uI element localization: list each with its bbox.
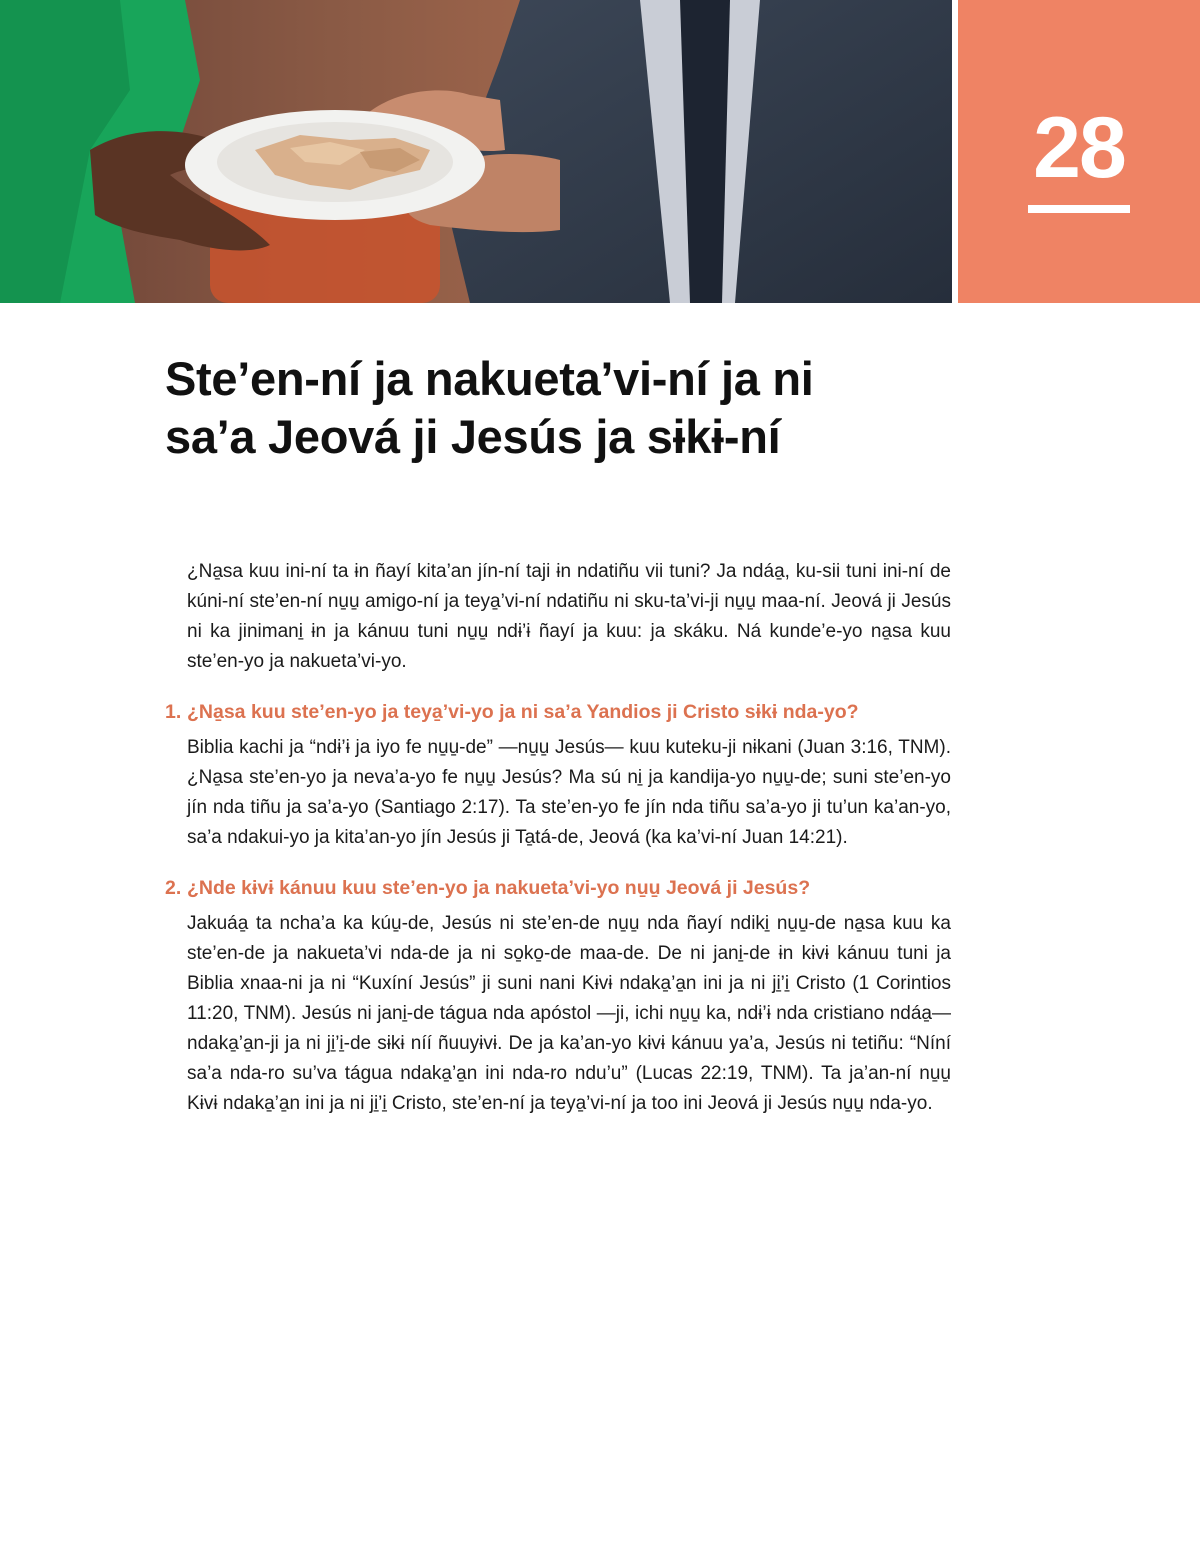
lesson-number: 28 xyxy=(1033,100,1125,196)
header-photo xyxy=(0,0,952,303)
question-2-number: 2. xyxy=(165,877,182,899)
intro-paragraph: ¿Na̱sa kuu ini-ní ta ɨn ñayí kita’an jín-ní taji ɨn ndatiñu vii tuni? Ja ndáa̱, ku-sii tuni ini-ní de kúni-ní ste’en-ní nu̱u̱ amigo-ní ja teya̱’vi-ní ndatiñu ni sku-ta’vi-ji nu̱u̱ maa-ní. Jeová ji Jesús ni ka jinimani̱ ɨn ja kánuu tuni nu̱u̱ ndɨ’ɨ ñayí ja kuu: ja skáku. Ná kunde’e-yo na̱sa kuu ste’en-yo ja nakueta’vi-yo. xyxy=(187,561,951,672)
answer-2-paragraph: Jakuáa̱ ta ncha’a ka kúu̱-de, Jesús ni ste’en-de nu̱u̱ nda ñayí ndiki̱ nu̱u̱-de na̱sa kuu ka ste’en-de ja nakueta’vi nda-de ja ni so̱ko̱-de maa-de. De ni jani̱-de ɨn kɨvɨ kánuu tuni ja Biblia xnaa-ni ja ni “Kuxíní Jesús” ji suni nani Kɨvɨ ndaka̱’a̱n ini ja ni ji̱’i̱ Cristo (1 Corintios 11:20, TNM). Jesús ni jani̱-de tágua nda apóstol —ji, ichi nu̱u̱ ka, ndɨ’ɨ nda cristiano ndáa̱— ndaka̱’a̱n-ji ja ni ji̱’i̱-de sɨkɨ níí ñuuyɨvɨ. De ja ka’an-yo kɨvɨ kánuu ya’a, Jesús ni tetiñu: “Níní sa’a nda-ro su’va tágua ndaka̱’a̱n ini nda-ro ndu’u” (Lucas 22:19, TNM). Ta ja’an-ní nu̱u̱ Kɨvɨ ndaka̱’a̱n ini ja ni ji̱’i̱ Cristo, ste’en-ní ja teya̱’vi-ní ja too ini Jeová ji Jesús nu̱u̱ nda-yo. xyxy=(187,913,951,1114)
title-line-1: Ste’en-ní ja nakueta’vi-ní ja ni xyxy=(165,352,814,405)
lesson-number-badge xyxy=(958,0,1200,303)
lesson-title xyxy=(165,350,945,466)
question-2 xyxy=(165,873,951,903)
question-2-text: ¿Nde kɨvɨ kánuu kuu ste’en-yo ja nakueta’vi-yo nu̱u̱ Jeová ji Jesús? xyxy=(187,877,811,899)
answer-1-paragraph: Biblia kachi ja “ndɨ’ɨ ja iyo fe nu̱u̱-de” —nu̱u̱ Jesús— kuu kuteku-ji nɨkani (Juan 3:16, TNM). ¿Na̱sa ste’en-yo ja neva’a-yo fe nu̱u̱ Jesús? Ma sú ni̱ ja kandija-yo nu̱u̱-de; suni ste’en-yo jín nda tiñu ja sa’a-yo (Santiago 2:17). Ta ste’en-yo fe jín nda tiñu sa’a-yo ji tu’un ka’an-yo, sa’a ndakui-yo ja kita’an-yo jín Jesús ji Ta̱tá-de, Jeová (ka ka’vi-ní Juan 14:21). xyxy=(187,737,951,848)
title-line-2: sa’a Jeová ji Jesús ja sɨkɨ-ní xyxy=(165,410,781,463)
question-1-number: 1. xyxy=(165,701,182,723)
photo-hands-plate-illustration xyxy=(0,0,952,303)
question-1 xyxy=(165,697,951,727)
lesson-content xyxy=(165,557,951,1119)
question-1-text: ¿Na̱sa kuu ste’en-yo ja teya̱’vi-yo ja ni sa’a Yandios ji Cristo sɨkɨ nda-yo? xyxy=(187,701,859,723)
badge-underline xyxy=(1028,205,1130,213)
